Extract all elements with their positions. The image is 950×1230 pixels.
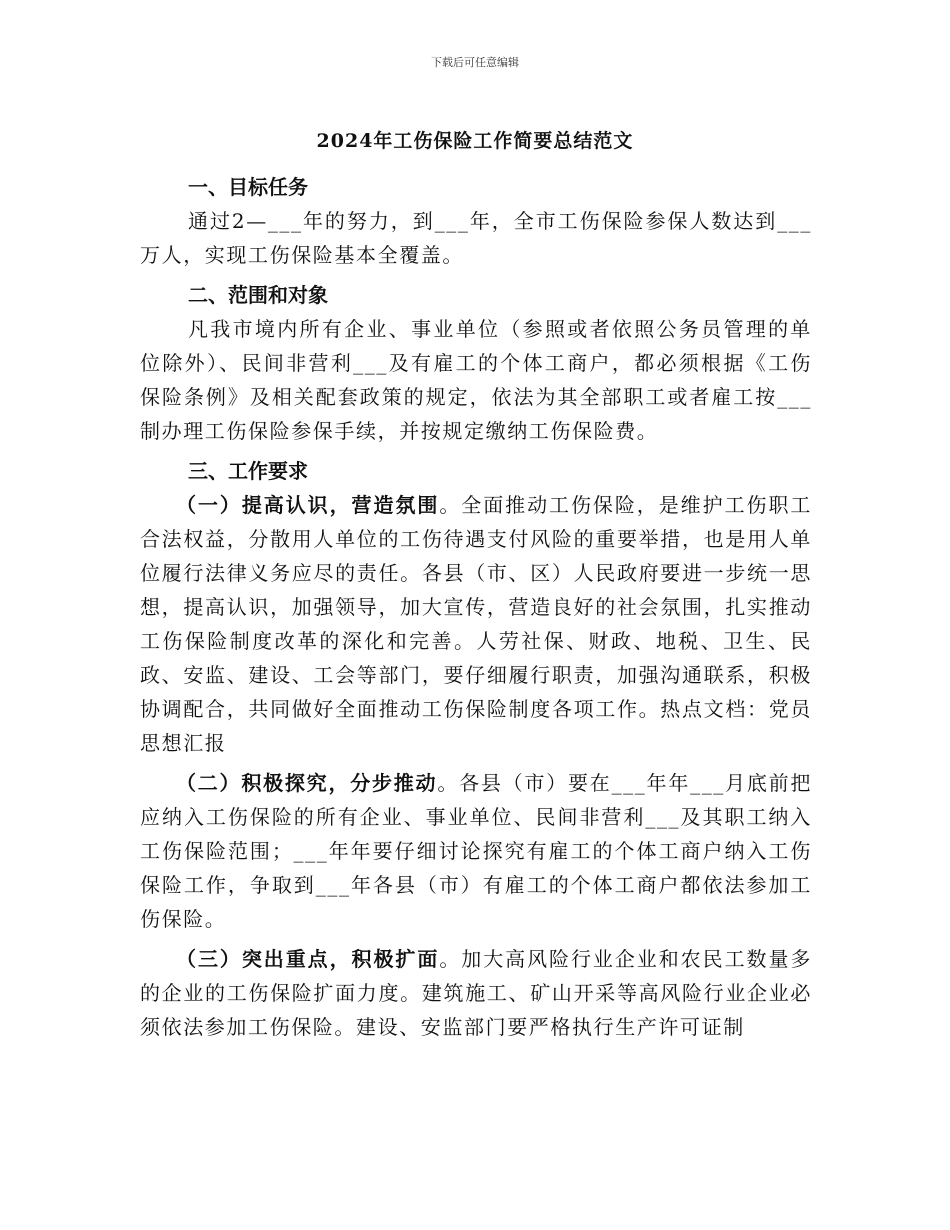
document-title: 2024年工伤保险工作简要总结范文 [316, 130, 634, 152]
requirement-item-2-lead: （二）积极探究，分步推动 [176, 771, 438, 795]
requirement-item-3-text: 。加大高风险行业企业和农民工数量多的企业的工伤保险扩面力度。建筑施工、矿山开采等高风险行业企业必须依法参加工伤保险。建设、安监部门要严格执行生产许可证制 [140, 947, 812, 1039]
requirement-item-1-text: 。全面推动工伤保险，是维护工伤职工合法权益，分散用人单位的工伤待遇支付风险的重要举措，也是用人单位履行法律义务应尽的责任。各县（市、区）人民政府要进一步统一思想，提高认识，加强领导，加大宣传，营造良好的社会氛围，扎实推动工伤保险制度改革的深化和完善。人劳社保、财政、地税、卫生、民政、安监、建设、工会等部门，要仔细履行职责，加强沟通联系，积极协调配合，共同做好全面推动工伤保险制度各项工作。热点文档：党员思想汇报 [140, 493, 812, 755]
requirement-item-2-text: 。各县（市）要在___年年___月底前把应纳入工伤保险的所有企业、事业单位、民间非营利___及其职工纳入工伤保险范围；___年年要仔细讨论探究有雇工的个体工商户纳入工伤保险工作，争取到___年各县（市）有雇工的个体工商户都依法参加工伤保险。 [140, 771, 813, 931]
section-paragraph-scope: 凡我市境内所有企业、事业单位（参照或者依照公务员管理的单位除外）、民间非营利___及有雇工的个体工商户，都必须根据《工伤保险条例》及相关配套政策的规定，依法为其全部职工或者雇工按___制办理工伤保险参保手续，并按规定缴纳工伤保险费。 [140, 317, 812, 443]
section-heading-scope: 二、范围和对象 [188, 283, 328, 307]
requirement-item-1-lead: （一）提高认识，营造氛围 [176, 493, 440, 517]
document-body [140, 170, 812, 1044]
requirement-item-3-lead: （三）突出重点，积极扩面 [176, 947, 440, 971]
section-paragraph-goals: 通过2—___年的努力，到___年，全市工伤保险参保人数达到___万人，实现工伤保险基本全覆盖。 [140, 209, 812, 267]
section-heading-requirements: 三、工作要求 [188, 459, 308, 483]
header-note: 下载后可任意编辑 [431, 56, 519, 69]
requirement-item-3 [140, 942, 812, 1044]
requirement-item-1 [140, 488, 812, 760]
requirement-item-2 [140, 766, 812, 936]
section-heading-goals: 一、目标任务 [188, 175, 308, 199]
